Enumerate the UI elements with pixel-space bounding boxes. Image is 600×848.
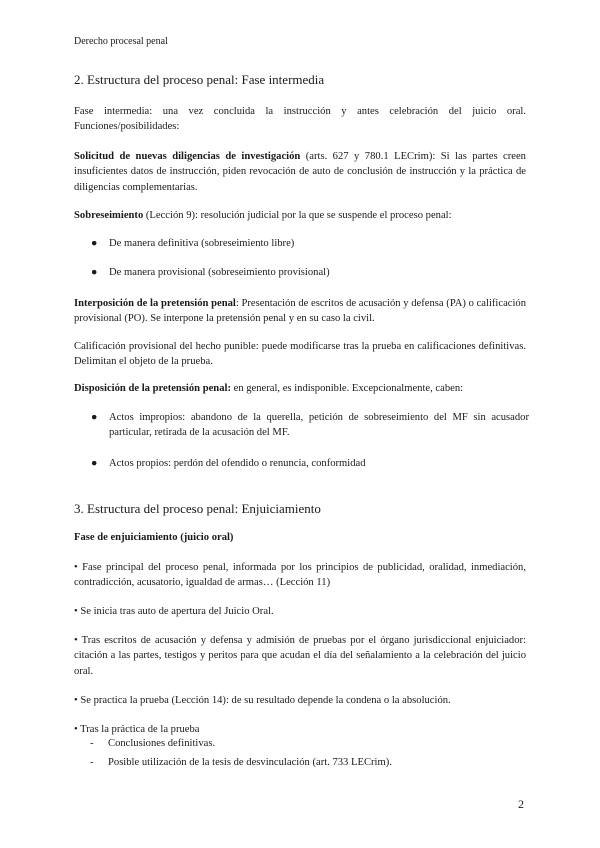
subheading-juicio-oral: Fase de enjuiciamiento (juicio oral) xyxy=(74,532,234,543)
juicio-paragraph-5: • Tras la práctica de la prueba xyxy=(74,724,200,735)
running-header: Derecho procesal penal xyxy=(74,36,168,47)
bullet-icon: ● xyxy=(91,412,98,423)
disposicion-term: Disposición de la pretensión penal: xyxy=(74,383,231,394)
bullet-icon: ● xyxy=(91,238,98,249)
disposicion-text: en general, es indisponible. Excepcionalmente, caben: xyxy=(230,383,464,394)
page-number: 2 xyxy=(518,797,524,811)
solicitud-term: Solicitud de nuevas diligencias de investigación xyxy=(74,151,301,162)
solicitud-text: (arts. 627 y 780.1 LECrim): Si las partes creen insuficientes datos de instrucción, piden revocación de auto de conclusión de instrucción y la práctica de diligencias complementarias. xyxy=(74,151,526,193)
section-title-fase-intermedia: 2. Estructura del proceso penal: Fase intermedia xyxy=(74,72,325,87)
intro-paragraph: Fase intermedia: una vez concluida la instrucción y antes celebración del juicio oral. Funciones/posibilidades: xyxy=(74,106,526,133)
document-page: Derecho procesal penal 2. Estructura del proceso penal: Fase intermedia Fase intermedia: una vez concluida la instrucción y antes celebración del juicio oral. Funciones/posibilidades: Solicitud de nuevas diligencias de investigación (arts. 627 y 780.1 LECrim): Si las partes creen insuficientes datos de instrucción, piden revocación de auto de conclusión de instrucción y la práctica de diligencias complementarias. Sobreseimiento (Lección 9): resolución judicial por la que se suspende el proceso penal: ● De manera definitiva (sobreseimiento libre) ● De manera provisional (sobreseimiento provisional) Interposición de la pretensión penal: Presentación de escritos de acusación y defensa (PA) o calificación provisional (PO). Se interpone la pretensión penal y en su caso la civil. Calificación provisional del hecho punible: puede modificarse tras la prueba en calificaciones definitivas. Delimitan el objeto de la prueba. Disposición de la pretensión penal: en general, es indisponible. Excepcionalmente, caben: ● Actos impropios: abandono de la querella, petición de sobreseimiento del MF sin acusador particular, retirada de la acusación del MF. ● Actos propios: perdón del ofendido o renuncia, conformidad 3. Estructura del proceso penal: Enjuiciamiento Fase de enjuiciamiento (juicio oral) • Fase principal del proceso penal, informada por los principios de publicidad, oralidad, inmediación, contradicción, acusatorio, igualdad de armas… (Lección 11) • Se inicia tras auto de apertura del Juicio Oral. • Tras escritos de acusación y defensa y admisión de pruebas por el órgano jurisdiccional enjuiciador: citación a las partes, testigos y peritos para que acudan el día del señalamiento a la celebración del juicio oral. • Se practica la prueba (Lección 14): de su resultado depende la condena o la absolución. • Tras la práctica de la prueba - Conclusiones definitivas. - Posible utilización de la tesis de desvinculación (art. 733 LECrim). 2 xyxy=(74,36,529,811)
interposicion-paragraph xyxy=(74,296,526,327)
sobreseimiento-text: (Lección 9): resolución judicial por la que se suspende el proceso penal: xyxy=(143,210,452,221)
interposicion-text: : Presentación de escritos de acusación y defensa (PA) o calificación provisional (PO). Se interpone la pretensión penal y en su caso la civil. xyxy=(74,298,527,325)
bullet-icon: ● xyxy=(91,458,98,469)
bullet-icon: ● xyxy=(91,267,98,278)
dash-marker: - xyxy=(90,738,94,749)
juicio-paragraph-4: • Se practica la prueba (Lección 14): de su resultado depende la condena o la absolución. xyxy=(74,695,451,706)
juicio-paragraph-1: • Fase principal del proceso penal, informada por los principios de publicidad, oralidad, inmediación, contradicción, acusatorio, igualdad de armas… (Lección 11) xyxy=(74,562,526,589)
juicio-paragraph-3: • Tras escritos de acusación y defensa y admisión de pruebas por el órgano jurisdiccional enjuiciador: citación a las partes, testigos y peritos para que acudan el día del señalamiento a la celebración del juicio oral. xyxy=(74,635,526,677)
solicitud-paragraph xyxy=(74,149,526,195)
section-title-enjuiciamiento: 3. Estructura del proceso penal: Enjuiciamiento xyxy=(74,501,321,516)
dash-marker: - xyxy=(90,757,94,768)
juicio-paragraph-2: • Se inicia tras auto de apertura del Juicio Oral. xyxy=(74,606,274,617)
calificacion-paragraph: Calificación provisional del hecho punible: puede modificarse tras la prueba en calificaciones definitivas. Delimitan el objeto de la prueba. xyxy=(74,341,526,368)
sobreseimiento-term: Sobreseimiento xyxy=(74,210,144,221)
sobreseimiento-paragraph xyxy=(74,208,526,223)
interposicion-term: Interposición de la pretensión penal xyxy=(74,298,236,309)
disposicion-paragraph xyxy=(74,381,526,396)
